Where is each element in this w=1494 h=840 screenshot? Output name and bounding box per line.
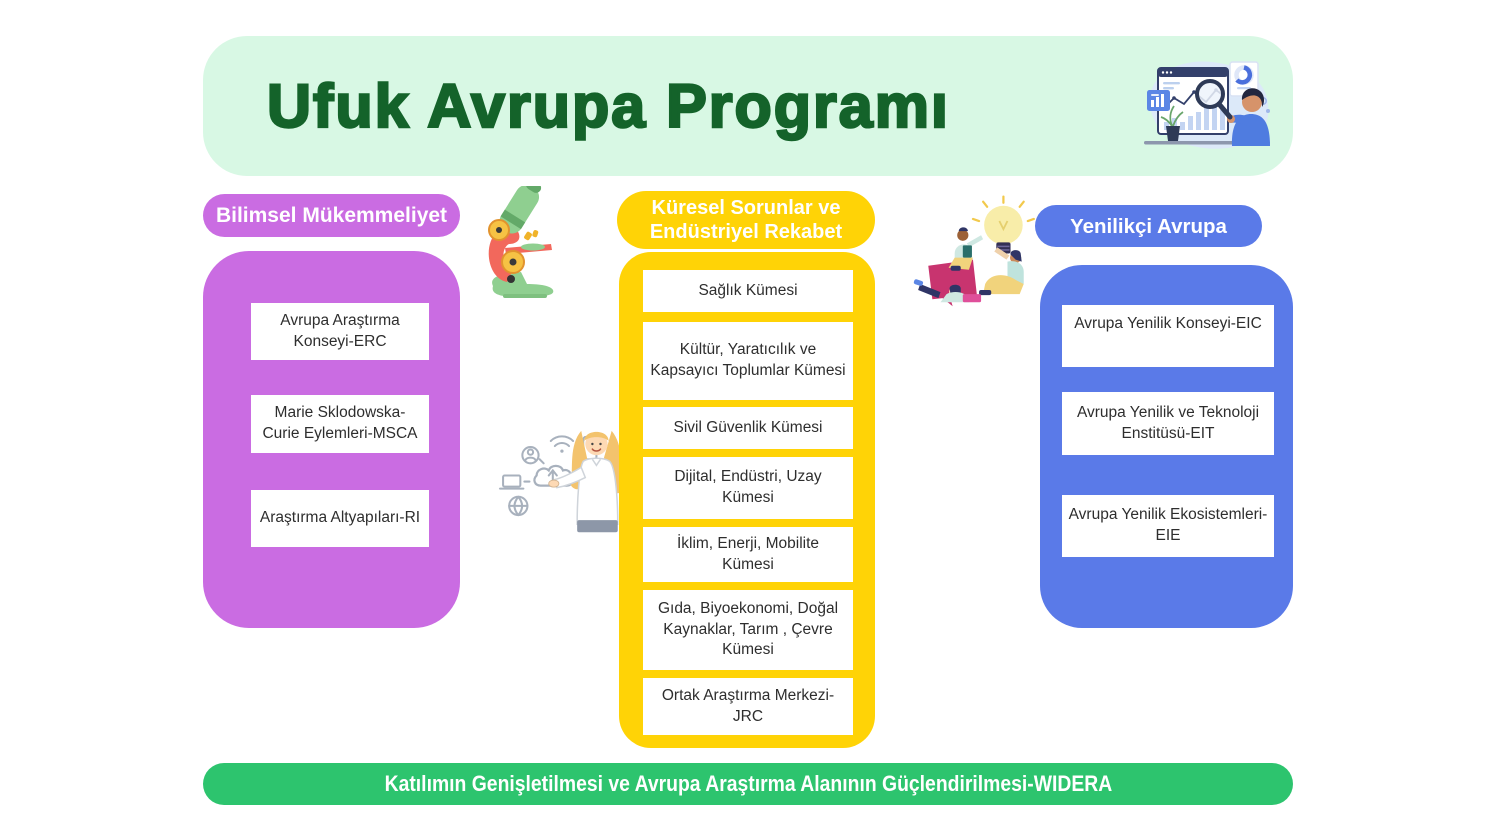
pillar-science-title: Bilimsel Mükemmeliyet <box>215 203 448 227</box>
card-label: Gıda, Biyoekonomi, Doğal Kaynaklar, Tarım , Çevre Kümesi <box>657 599 839 659</box>
card-label: İklim, Enerji, Mobilite Kümesi <box>676 534 820 573</box>
microscope-icon <box>462 186 574 306</box>
card-climate-energy-mobility-cluster <box>643 527 853 582</box>
pillar-global-header <box>617 191 875 249</box>
widera-bar <box>203 763 1293 805</box>
card-label: Avrupa Yenilik Konseyi-EIC <box>1074 315 1262 332</box>
card-msca <box>251 395 429 453</box>
card-digital-industry-space-cluster <box>643 457 853 519</box>
card-label: Ortak Araştırma Merkezi-JRC <box>661 686 835 725</box>
card-label: Avrupa Araştırma Konseyi-ERC <box>280 311 400 350</box>
card-culture-cluster <box>643 322 853 400</box>
page-title: Ufuk Avrupa Programı <box>267 72 950 140</box>
widera-label: Katılımın Genişletilmesi ve Avrupa Araştırma Alanının Güçlendirilmesi-WIDERA <box>384 771 1112 796</box>
pillar-innovation-header <box>1035 205 1262 247</box>
card-jrc <box>643 678 853 735</box>
card-eic <box>1062 305 1274 367</box>
card-health-cluster <box>643 270 853 312</box>
teamwork-lightbulb-icon <box>910 194 1042 312</box>
header-banner <box>203 36 1293 176</box>
card-label: Sivil Güvenlik Kümesi <box>673 418 823 436</box>
card-eie <box>1062 495 1274 557</box>
card-label: Avrupa Yenilik Ekosistemleri-EIE <box>1068 506 1268 544</box>
card-label: Araştırma Altyapıları-RI <box>259 509 421 527</box>
card-food-bioeconomy-cluster <box>643 590 853 670</box>
card-label: Marie Sklodowska-Curie Eylemleri-MSCA <box>262 404 418 442</box>
card-erc <box>251 303 429 360</box>
pillar-science-header <box>203 194 460 237</box>
card-label: Dijital, Endüstri, Uzay Kümesi <box>674 468 822 506</box>
magnifier-chart-analysis-icon <box>1136 54 1276 156</box>
pillar-innovation-title: Yenilikçi Avrupa <box>1070 214 1227 238</box>
card-civil-security-cluster <box>643 407 853 449</box>
card-eit <box>1062 392 1274 455</box>
card-label: Kültür, Yaratıcılık ve Kapsayıcı Toplumlar Kümesi <box>650 341 846 379</box>
card-label: Avrupa Yenilik ve Teknoloji Enstitüsü-EIT <box>1076 403 1260 442</box>
card-ri <box>251 490 429 547</box>
card-label: Sağlık Kümesi <box>698 281 798 299</box>
pillar-global-title: Küresel Sorunlar ve Endüstriyel Rekabet <box>649 196 843 243</box>
woman-cloud-technology-icon <box>498 418 635 536</box>
